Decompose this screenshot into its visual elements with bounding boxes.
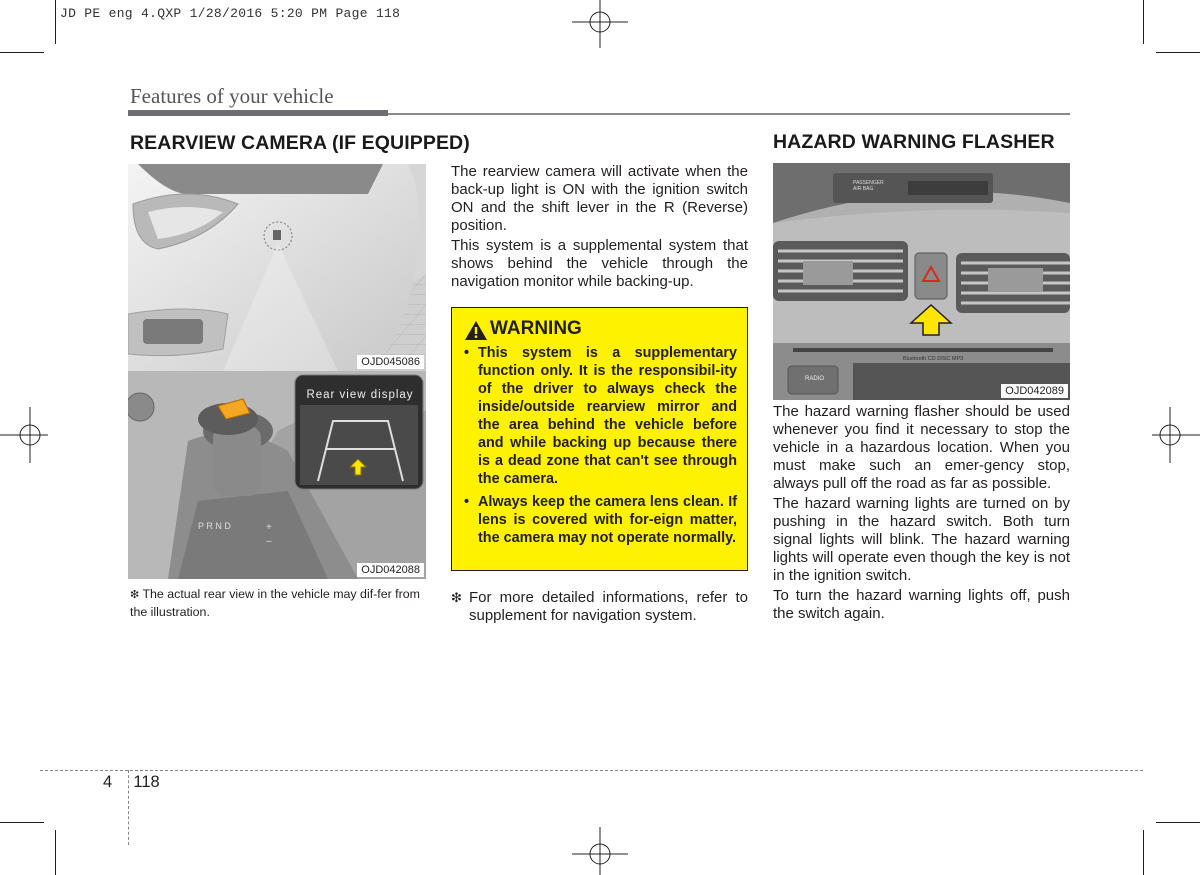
registration-mark-top	[570, 0, 630, 50]
paragraph: To turn the hazard warning lights off, push the switch again.	[773, 587, 1070, 622]
dashboard-illustration	[773, 163, 1070, 400]
paragraph: The hazard warning flasher should be used whenever you find it necessary to stop the vehicle in a hazardous location. When you must make such an emer-gency stop, always pull off the road as far as possible.	[773, 403, 1070, 492]
paragraph: The rearview camera will activate when the back-up light is ON with the ignition switch ON and the shift lever in the R (Reverse) position.	[451, 163, 748, 234]
paragraph: The hazard warning lights are turned on by pushing in the hazard switch. Both turn signal lights will blink. The hazard warning lights will operate even though the key is not in the ignition switch.	[773, 495, 1070, 584]
print-header: JD PE eng 4.QXP 1/28/2016 5:20 PM Page 118	[60, 6, 401, 21]
header-rule	[388, 113, 1070, 115]
header-bar	[128, 110, 388, 116]
registration-mark-right	[1150, 405, 1200, 465]
passenger-airbag-label: PASSENGER AIR BAG	[853, 180, 884, 192]
radio-label: RADIO	[805, 376, 825, 382]
shifter-illustration	[128, 371, 426, 579]
warning-item: • This system is a supplementary function only. It is the responsibil-ity of the driver to always check the inside/outside rearview mirror and the area behind the vehicle before and while backing up because there is a dead zone that can't see through the camera.	[462, 344, 737, 488]
gear-letters: P R N D	[198, 521, 231, 531]
navigation-note: ❇ For more detailed informations, refer to supplement for navigation system.	[451, 589, 748, 624]
page-number	[103, 773, 160, 792]
hazard-warning-heading: HAZARD WARNING FLASHER	[773, 131, 1055, 153]
chapter-number: 4	[103, 773, 113, 791]
warning-item: • Always keep the camera lens clean. If lens is covered with for-eign matter, the camera may not operate normally.	[462, 493, 737, 547]
rear-view-display-label: Rear view display	[306, 389, 414, 401]
car-rear-illustration	[128, 164, 426, 371]
image-code-ojd042088: OJD042088	[357, 563, 424, 577]
warning-triangle-icon	[464, 320, 488, 341]
registration-mark-left	[0, 405, 50, 465]
hazard-description	[773, 403, 1070, 623]
registration-mark-bottom	[570, 825, 630, 875]
warning-box	[451, 307, 748, 571]
warning-title: WARNING	[490, 318, 582, 339]
paragraph: This system is a supplemental system that shows behind the vehicle through the navigation monitor while backing-up.	[451, 237, 748, 290]
section-header: Features of your vehicle	[130, 84, 334, 108]
image-caption: ❇ The actual rear view in the vehicle may dif-fer from the illustration.	[130, 587, 420, 619]
image-code-ojd042089: OJD042089	[1001, 384, 1068, 398]
image-code-ojd045086: OJD045086	[357, 355, 424, 369]
rearview-camera-description	[451, 163, 748, 291]
media-label: Bluetooth CD DISC MP3	[903, 356, 964, 362]
gear-plus-minus: + –	[266, 522, 272, 547]
rearview-camera-heading: REARVIEW CAMERA (IF EQUIPPED)	[130, 132, 470, 154]
warning-list	[462, 344, 737, 547]
page-number-value: 118	[133, 773, 160, 791]
footer-rule	[40, 770, 1143, 771]
